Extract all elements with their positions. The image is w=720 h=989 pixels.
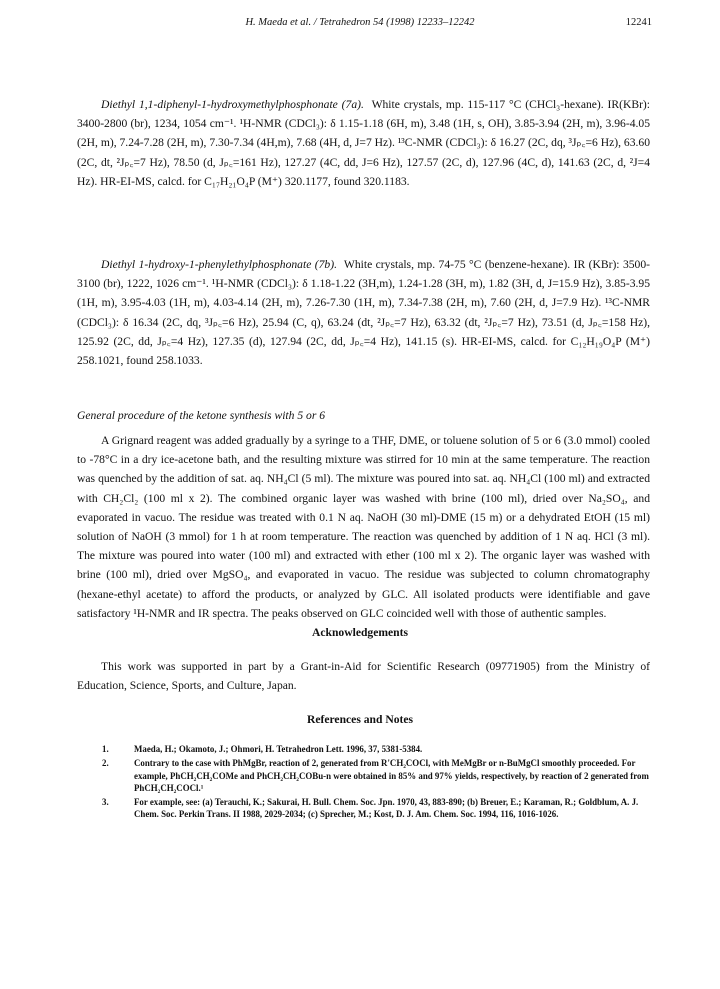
compound-7b-data: White crystals, mp. 74-75 °C (benzene-hexane). IR (KBr): 3500-3100 (br), 1222, 1026 cm⁻¹. ¹H-NMR (CDCl₃): δ 1.18-1.22 (3H,m), 1.24-1.28 (3H, m), 1.82 (3H, d, J=15.9 Hz), 3.85-3.95 (1H, m), 3.95-4.03 (1H, m), 4.03-4.14 (2H, m), 7.26-7.30 (1H, m), 7.34-7.38 (2H, m), 7.60 (2H, d, J=7.9 Hz). ¹³C-NMR (CDCl₃): δ 16.34 (2C, dq, ³Jₚ꜀=6 Hz), 25.94 (C, q), 63.24 (dt, ²Jₚ꜀=7 Hz), 63.32 (dt, ²Jₚ꜀=7 Hz), 73.51 (d, Jₚ꜀=158 Hz), 125.92 (2C, dd, Jₚ꜀=4 Hz), 127.35 (d), 127.94 (2C, dd, Jₚ꜀=4 Hz), 141.15 (s). HR-EI-MS, calcd. for C₁₂H₁₉O₄P (M⁺) 258.1021, found 258.1033. xyxy=(77,258,651,368)
journal-citation: H. Maeda et al. / Tetrahedron 54 (1998) 12233–12242 xyxy=(245,17,475,28)
general-procedure-body: A Grignard reagent was added gradually by a syringe to a THF, DME, or toluene solution of 5 or 6 (3.0 mmol) cooled to -78°C in a dry ice-acetone bath, and the resulting mixture was stirred for 10 min at the same temperature. The reaction was quenched by the addition of sat. aq. NH₄Cl (5 ml). The mixture was poured into sat. aq. NH₄Cl (100 ml) and extracted with CH₂Cl₂ (100 ml x 2). The combined organic layer was washed with brine (100 ml), dried over Na₂SO₄, and evaporated in vacuo. The residue was treated with 0.1 N aq. NaOH (30 ml)-DME (15 m) or a dehydrated EtOH (15 ml) solution of NaOH (3 mmol) for 1 h at room temperature. The reaction was quenched by addition of 1 N aq. HCl (3 ml). The mixture was poured into water (100 ml) and extracted with ether (100 ml x 2). The organic layer was washed with brine (100 ml), dried over MgSO₄, and evaporated in vacuo. The residue was subjected to column chromatography (hexane-ethyl acetate) to afford the products, or analyzed by GLC. All isolated products were identifiable and gave satisfactory ¹H-NMR and IR spectra. The peaks observed on GLC coincided well with those of authentic samples. xyxy=(77,434,650,620)
reference-text: Contrary to the case with PhMgBr, reaction of 2, generated from R'CH₂COCl, with MeMgBr or n-BuMgCl smoothly proceeded. For example, PhCH₂CH₂COMe and PhCH₂CH₂COBu-n were obtained in 85% and 97% yields, respectively, by reaction of 2 generated from PhCH₂CH₂COCl.¹ xyxy=(134,758,649,793)
reference-item xyxy=(102,757,650,794)
compound-7a-data: White crystals, mp. 115-117 °C (CHCl₃-hexane). IR(KBr): 3400-2800 (br), 1234, 1054 cm⁻¹. ¹H-NMR (CDCl₃): δ 1.15-1.18 (6H, m), 3.48 (1H, s, OH), 3.85-3.94 (2H, m), 3.96-4.05 (2H, m), 7.24-7.28 (2H, m), 7.30-7.34 (4H,m), 7.68 (4H, d, J=7 Hz). ¹³C-NMR (CDCl₃): δ 16.27 (2C, dq, ³Jₚ꜀=6 Hz), 63.60 (2C, dt, ²Jₚ꜀=7 Hz), 78.50 (d, Jₚ꜀=161 Hz), 127.27 (4C, dd, J=6 Hz), 127.57 (2C, d), 127.96 (4C, d), 141.63 (2C, d, ²J=4 Hz). HR-EI-MS, calcd. for C₁₇H₂₁O₄P (M⁺) 320.1177, found 320.1183. xyxy=(77,98,651,188)
compound-7b-name: Diethyl 1-hydroxy-1-phenylethylphosphonate (7b). xyxy=(101,258,337,271)
reference-item xyxy=(102,796,650,821)
page-number: 12241 xyxy=(625,17,652,28)
reference-number: 2. xyxy=(102,758,109,769)
acknowledgements-heading: Acknowledgements xyxy=(312,626,408,639)
compound-7a-name: Diethyl 1,1-diphenyl-1-hydroxymethylphosphonate (7a). xyxy=(101,98,364,111)
reference-text: Maeda, H.; Okamoto, J.; Ohmori, H. Tetrahedron Lett. 1996, 37, 5381-5384. xyxy=(134,744,423,754)
general-procedure-heading: General procedure of the ketone synthesis with 5 or 6 xyxy=(77,409,326,422)
references-heading: References and Notes xyxy=(306,713,414,726)
acknowledgements-body: This work was supported in part by a Grant-in-Aid for Scientific Research (09771905) from the Ministry of Education, Science, Sports, and Culture, Japan. xyxy=(77,660,650,693)
reference-text: For example, see: (a) Terauchi, K.; Sakurai, H. Bull. Chem. Soc. Jpn. 1970, 43, 883-890; (b) Breuer, E.; Karaman, R.; Goldblum, A. J. Chem. Soc. Perkin Trans. II 1988, 2029-2034; (c) Sprecher, M.; Kost, D. J. Am. Chem. Soc. 1994, 116, 1016-1026. xyxy=(134,797,639,820)
compound-7b-paragraph xyxy=(77,255,650,370)
reference-number: 3. xyxy=(102,797,109,808)
reference-number: 1. xyxy=(102,744,109,754)
reference-item xyxy=(102,743,650,755)
references-list xyxy=(102,743,650,823)
compound-7a-paragraph xyxy=(77,95,650,191)
running-header xyxy=(0,17,720,33)
